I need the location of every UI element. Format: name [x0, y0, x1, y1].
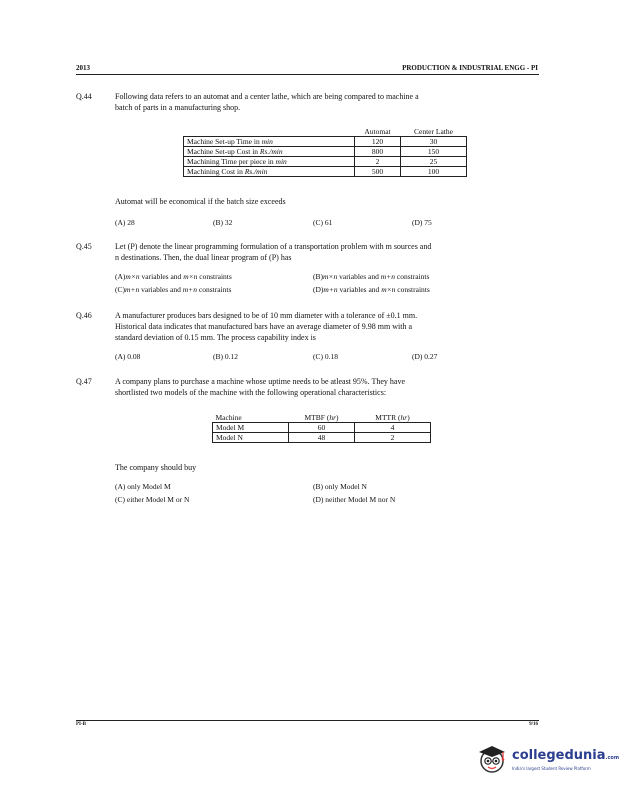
q47-row-label: Model N — [213, 433, 289, 443]
collegedunia-mascot-icon — [476, 742, 508, 774]
q44-cell: 25 — [401, 157, 467, 167]
footer-rule — [76, 720, 539, 721]
q44-prompt: Automat will be economical if the batch size exceeds — [115, 197, 286, 206]
q44-cell: 500 — [355, 167, 401, 177]
q45-number: Q.45 — [76, 242, 92, 251]
q44-row-label: Machining Cost in Rs./min — [184, 167, 355, 177]
header-paper-title: PRODUCTION & INDUSTRIAL ENGG - PI — [402, 64, 538, 72]
q47-col-machine: Machine — [213, 413, 289, 423]
q47-option-c: (C) either Model M or N — [115, 495, 190, 504]
footer-code: PI-B — [76, 722, 86, 727]
q44-cell: 150 — [401, 147, 467, 157]
q44-stem: Following data refers to an automat and a center lathe, which are being compared to machine a batch of parts in a manufacturing shop. — [115, 92, 419, 112]
q47-option-b: (B) only Model N — [313, 482, 367, 491]
q44-table — [183, 127, 467, 177]
q44-col-automat: Automat — [355, 127, 401, 137]
q44-cell: 100 — [401, 167, 467, 177]
q45-stem: Let (P) denote the linear programming formulation of a transportation problem with m sources and n destinations. Then, the dual linear program of (P) has — [115, 242, 432, 262]
q46-stem: A manufacturer produces bars designed to be of 10 mm diameter with a tolerance of ±0.1 mm. Historical data indicates that manufactured bars have an average diameter of 9.98 mm with a standard deviation of 0.15 mm. The process capability index is — [115, 311, 418, 342]
q47-col-mtbf: MTBF (hr) — [289, 413, 355, 423]
q46-option-c: (C) 0.18 — [313, 352, 338, 361]
footer-page-number: 9/16 — [529, 722, 538, 727]
q45-option-b: (B)m×n variables and m+n constraints — [313, 272, 430, 281]
q47-col-mttr: MTTR (hr) — [355, 413, 431, 423]
q45-option-a: (A)m×n variables and m×n constraints — [115, 272, 232, 281]
q44-option-d: (D) 75 — [412, 218, 432, 227]
q44-option-a: (A) 28 — [115, 218, 135, 227]
header-rule — [76, 74, 539, 75]
q46-number: Q.46 — [76, 311, 92, 320]
q44-cell: 120 — [355, 137, 401, 147]
q47-stem: A company plans to purchase a machine whose uptime needs to be atleast 95%. They have shortlisted two models of the machine with the following operational characteristics: — [115, 377, 405, 397]
q47-cell: 48 — [289, 433, 355, 443]
q47-cell: 2 — [355, 433, 431, 443]
header-year: 2013 — [76, 64, 90, 72]
q44-row-label: Machine Set-up Cost in Rs./min — [184, 147, 355, 157]
q44-row-label: Machine Set-up Time in min — [184, 137, 355, 147]
q44-option-c: (C) 61 — [313, 218, 333, 227]
q47-cell: 60 — [289, 423, 355, 433]
q47-number: Q.47 — [76, 377, 92, 386]
q44-cell: 30 — [401, 137, 467, 147]
q47-option-d: (D) neither Model M nor N — [313, 495, 396, 504]
q44-option-b: (B) 32 — [213, 218, 233, 227]
q46-option-b: (B) 0.12 — [213, 352, 238, 361]
q45-option-d: (D)m+n variables and m×n constraints — [313, 285, 430, 294]
q47-cell: 4 — [355, 423, 431, 433]
collegedunia-logo-text: collegedunia.com — [512, 748, 619, 763]
q46-option-d: (D) 0.27 — [412, 352, 438, 361]
q45-option-c: (C)m+n variables and m+n constraints — [115, 285, 232, 294]
q44-cell: 2 — [355, 157, 401, 167]
q44-number: Q.44 — [76, 92, 92, 101]
q47-table — [212, 413, 431, 443]
collegedunia-tagline: India's largest Student Review Platform — [512, 766, 591, 771]
q44-row-label: Machining Time per piece in min — [184, 157, 355, 167]
q47-option-a: (A) only Model M — [115, 482, 171, 491]
q47-prompt: The company should buy — [115, 463, 197, 472]
q46-option-a: (A) 0.08 — [115, 352, 141, 361]
q44-col-center-lathe: Center Lathe — [401, 127, 467, 137]
q47-row-label: Model M — [213, 423, 289, 433]
q44-cell: 800 — [355, 147, 401, 157]
